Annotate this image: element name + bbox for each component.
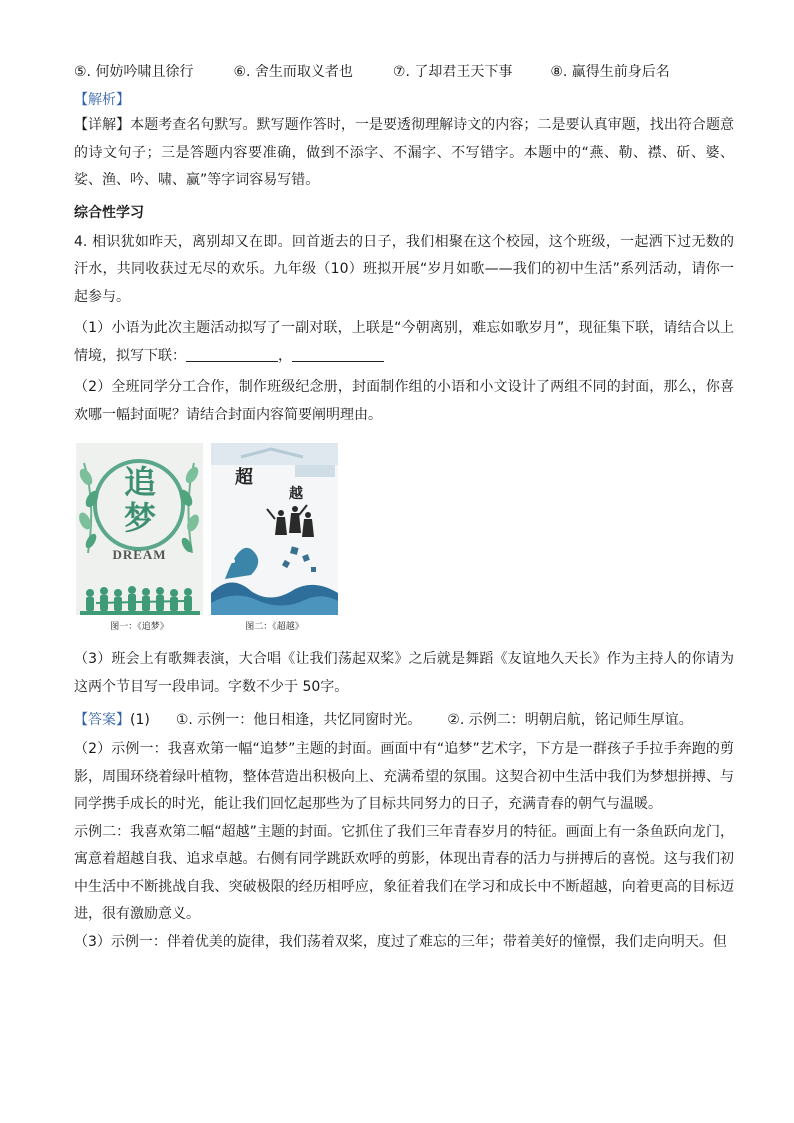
answer-2-example-2: 示例二：我喜欢第二幅“超越”主题的封面。它抓住了我们三年青春岁月的特征。画面上有一条鱼跃向龙门，寓意着超越自我、追求卓越。右侧有同学跳跃欢呼的剪影，体现出青春的活力与拼搏后的喜悦。这与我们初中生活中不断挑战自我、突破极限的经历相呼应，象征着我们在学习和成长中不断超越，向着更高的目标迈进，很有激励意义。 (74, 823, 734, 922)
question-4-1-text: （1）小语为此次主题活动拟写了一副对联，上联是“今朝离别，难忘如歌岁月”，现征集下联，请结合以上情境，拟写下联： (74, 320, 734, 364)
answer-item-6: ⑥. 舍生而取义者也 (233, 64, 353, 80)
cover-surpass-image (211, 443, 338, 615)
answer-1-prefix: (1) (130, 712, 150, 728)
cover-dream-title-bottom: 梦 (123, 499, 156, 537)
cover-surpass-caption: 图二：《超越》 (245, 622, 304, 632)
fill-answers-line (74, 62, 734, 82)
section-title: 综合性学习 (74, 204, 144, 221)
cover-dream-image (76, 443, 203, 615)
analysis-label: 【解析】 (74, 92, 130, 108)
cover-surpass-art (211, 443, 338, 615)
question-4-1 (74, 315, 734, 370)
answer-item-7: ⑦. 了却君王天下事 (392, 64, 513, 80)
cover-captions (76, 615, 734, 632)
answer-item-5: ⑤. 何妨吟啸且徐行 (74, 64, 194, 80)
question-4-3: （3）班会上有歌舞表演，大合唱《让我们荡起双桨》之后就是舞蹈《友谊地久天长》作为主持人的你请为这两个节目写一段串词。字数不少于 50字。 (74, 651, 734, 695)
answer-2-example-1: （2）示例一：我喜欢第一幅“追梦”主题的封面。画面中有“追梦”艺术字，下方是一群孩子手拉手奔跑的剪影，周围环绕着绿叶植物，整体营造出积极向上、充满希望的氛围。这契合初中生活中我们为梦想拼搏、与同学携手成长的时光，能让我们回忆起那些为了目标共同努力的日子，充满青春的朝气与温暖。 (74, 741, 734, 812)
answer-blank-2[interactable] (292, 345, 384, 362)
cover-surpass-char1: 超 (235, 467, 253, 488)
answer-label: 【答案】 (74, 712, 130, 728)
question-4-intro: 4. 相识犹如昨天，离别却又在即。回首逝去的日子，我们相聚在这个校园，这个班级，一起洒下过无数的汗水，共同收获过无尽的欢乐。九年级（10）班拟开展“岁月如歌——我们的初中生活”系列活动，请你一起参与。 (74, 233, 734, 305)
answer-blank-1[interactable] (186, 345, 278, 362)
answer-3-example-1: （3）示例一：伴着优美的旋律，我们荡着双桨，度过了难忘的三年；带着美好的憧憬，我们走向明天。但 (74, 933, 727, 950)
blank-separator: ， (278, 347, 292, 364)
answer-1-row (74, 707, 734, 734)
answer-1-example-1: ①. 示例一：他日相逢，共忆同窗时光。 (175, 712, 422, 728)
detail-paragraph: 【详解】本题考查名句默写。默写题作答时，一是要透彻理解诗文的内容；二是要认真审题，找出符合题意的诗文句子；三是答题内容要准确，做到不添字、不漏字、不写错字。本题中的“燕、勒、襟、斫、婆、娑、渔、吟、啸、赢”等字词容易写错。 (74, 117, 734, 188)
cover-dream-word: DREAM (112, 547, 167, 562)
cover-dream-title-top: 追 (123, 463, 156, 501)
cover-surpass-char2: 越 (289, 486, 303, 502)
question-4-2: （2）全班同学分工合作，制作班级纪念册，封面制作组的小语和小文设计了两组不同的封面，那么，你喜欢哪一幅封面呢？请结合封面内容简要阐明理由。 (74, 379, 734, 423)
answer-1-example-2: ②. 示例二：明朝启航，铭记师生厚谊。 (447, 712, 693, 728)
cover-images (76, 443, 734, 615)
answer-item-8: ⑧. 赢得生前身后名 (550, 64, 670, 80)
document-page (74, 62, 734, 956)
cover-dream-caption: 图一：《追梦》 (110, 622, 169, 632)
